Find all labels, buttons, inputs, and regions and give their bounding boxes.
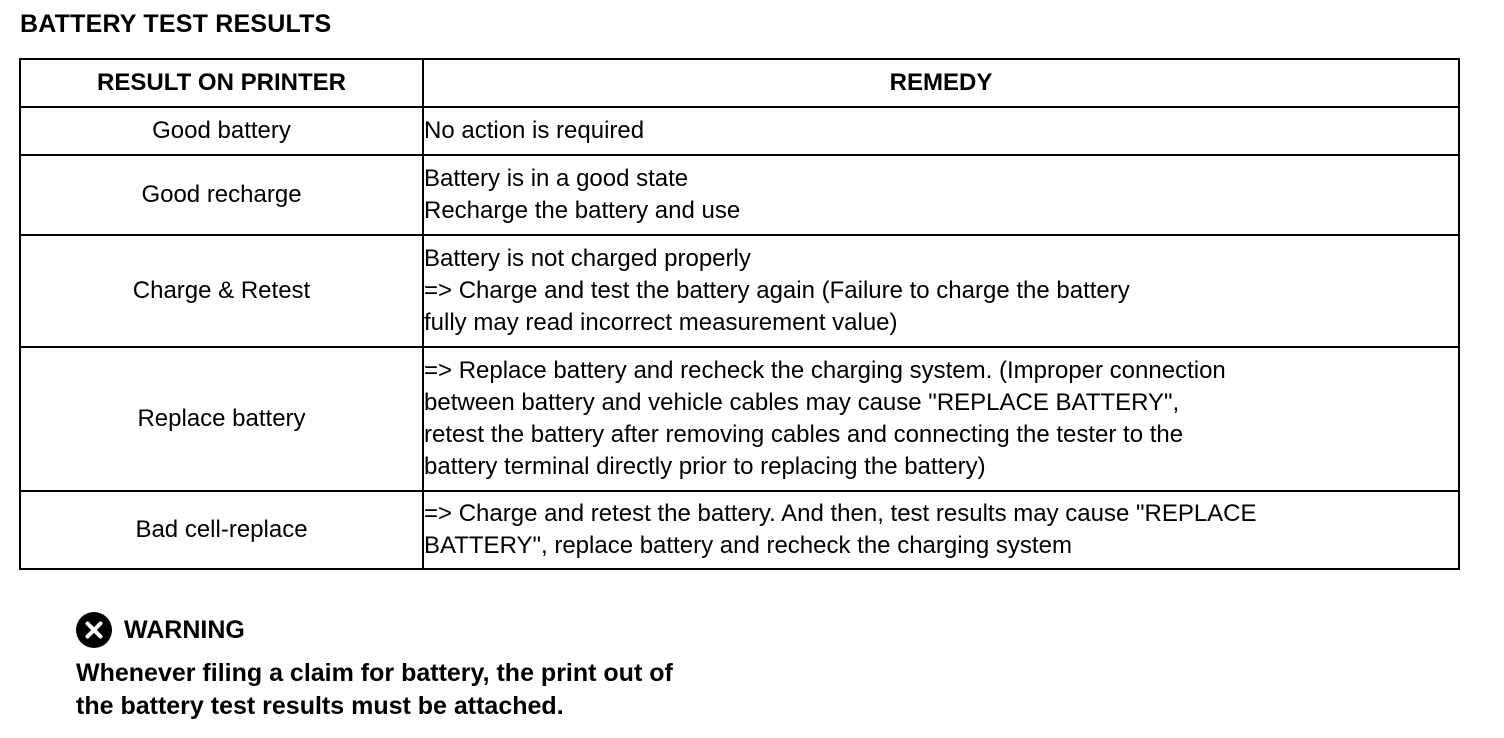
result-cell: Replace battery [20, 347, 423, 491]
table-row [20, 347, 1459, 491]
remedy-line: Recharge the battery and use [424, 197, 741, 224]
result-cell: Charge & Retest [20, 235, 423, 347]
remedy-line: => Replace battery and recheck the charging system. (Improper connection [424, 357, 1226, 384]
remedy-cell [423, 235, 1459, 347]
x-circle-icon [76, 612, 112, 648]
battery-test-results-table [19, 58, 1460, 570]
warning-label: WARNING [124, 615, 245, 644]
result-cell: Good recharge [20, 155, 423, 235]
table-row [20, 235, 1459, 347]
warning-text-line: Whenever filing a claim for battery, the print out of [76, 659, 673, 687]
remedy-line: fully may read incorrect measurement value) [424, 309, 898, 336]
table-row [20, 107, 1459, 155]
page-title: BATTERY TEST RESULTS [20, 10, 332, 38]
remedy-line: No action is required [424, 117, 645, 144]
remedy-line: between battery and vehicle cables may cause "REPLACE BATTERY", [424, 389, 1180, 416]
result-cell: Bad cell-replace [20, 491, 423, 569]
remedy-cell [423, 155, 1459, 235]
table-row [20, 155, 1459, 235]
remedy-line: => Charge and retest the battery. And then, test results may cause "REPLACE [424, 500, 1257, 527]
remedy-line: Battery is in a good state [424, 165, 689, 192]
result-cell: Good battery [20, 107, 423, 155]
remedy-cell [423, 107, 1459, 155]
remedy-line: Battery is not charged properly [424, 245, 751, 272]
column-header-result: RESULT ON PRINTER [20, 59, 423, 107]
warning-heading [76, 612, 245, 648]
table-row [20, 491, 1459, 569]
warning-text-line: the battery test results must be attached. [76, 692, 564, 720]
remedy-cell [423, 347, 1459, 491]
column-header-remedy: REMEDY [423, 59, 1459, 107]
remedy-line: => Charge and test the battery again (Failure to charge the battery [424, 277, 1130, 304]
remedy-line: BATTERY", replace battery and recheck the charging system [424, 532, 1072, 559]
remedy-cell [423, 491, 1459, 569]
remedy-line: battery terminal directly prior to replacing the battery) [424, 453, 986, 480]
remedy-line: retest the battery after removing cables and connecting the tester to the [424, 421, 1184, 448]
warning-text [76, 657, 673, 723]
table-header-row [20, 59, 1459, 107]
